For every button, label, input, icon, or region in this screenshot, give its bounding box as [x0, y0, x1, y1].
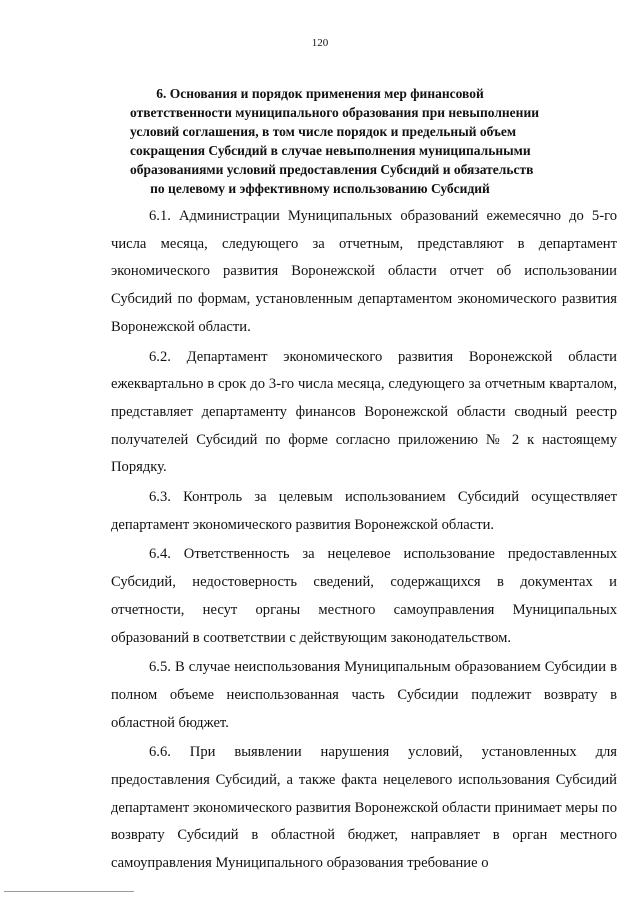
paragraph-6-6: 6.6. При выявлении нарушения условий, установленных для предоставления Субсидий, а также факта нецелевого использования Субсидий департамент экономического развития Воронежской области принимает меры по возврату Субсидий в областной бюджет, направляет в орган местного самоуправления Муниципального образования требование о — [111, 744, 617, 872]
section-heading-line: условий соглашения, в том числе порядок и предельный объем — [130, 124, 517, 139]
section-heading-line: по целевому и эффективному использованию Субсидий — [150, 181, 490, 196]
footnote-divider — [4, 891, 134, 892]
paragraph-6-1: 6.1. Администрации Муниципальных образований ежемесячно до 5-го числа месяца, следующего за отчетным, представляют в департамент экономического развития Воронежской области отчет об использовании Субсидий по формам, установленным департаментом экономического развития Воронежской области. — [111, 208, 617, 335]
paragraph-6-4: 6.4. Ответственность за нецелевое использование предоставленных Субсидий, недостоверность сведений, содержащихся в документах и отчетности, несут органы местного самоуправления Муниципальных образований в соответствии с действующим законодательством. — [111, 546, 617, 646]
section-heading — [130, 84, 540, 198]
paragraph-6-2: 6.2. Департамент экономического развития Воронежской области ежеквартально в срок до 3-го числа месяца, следующего за отчетным кварталом, представляет департаменту финансов Воронежской области сводный реестр получателей Субсидий по форме согласно приложению № 2 к настоящему Порядку. — [111, 348, 617, 476]
paragraph-6-3: 6.3. Контроль за целевым использованием Субсидий осуществляет департамент экономического развития Воронежской области. — [111, 489, 617, 533]
paragraph-6-5: 6.5. В случае неиспользования Муниципальным образованием Субсидии в полном объеме неиспользованная часть Субсидии подлежит возврату в областной бюджет. — [111, 659, 617, 731]
page-number: 120 — [311, 37, 329, 49]
section-heading-line: сокращения Субсидий в случае невыполнения муниципальными — [130, 143, 531, 158]
section-body — [111, 203, 617, 880]
section-heading-line: ответственности муниципального образования при невыполнении — [130, 105, 540, 120]
section-heading-line: образованиями условий предоставления Субсидий и обязательств — [130, 162, 534, 177]
section-heading-line: 6. Основания и порядок применения мер финансовой — [156, 86, 484, 101]
